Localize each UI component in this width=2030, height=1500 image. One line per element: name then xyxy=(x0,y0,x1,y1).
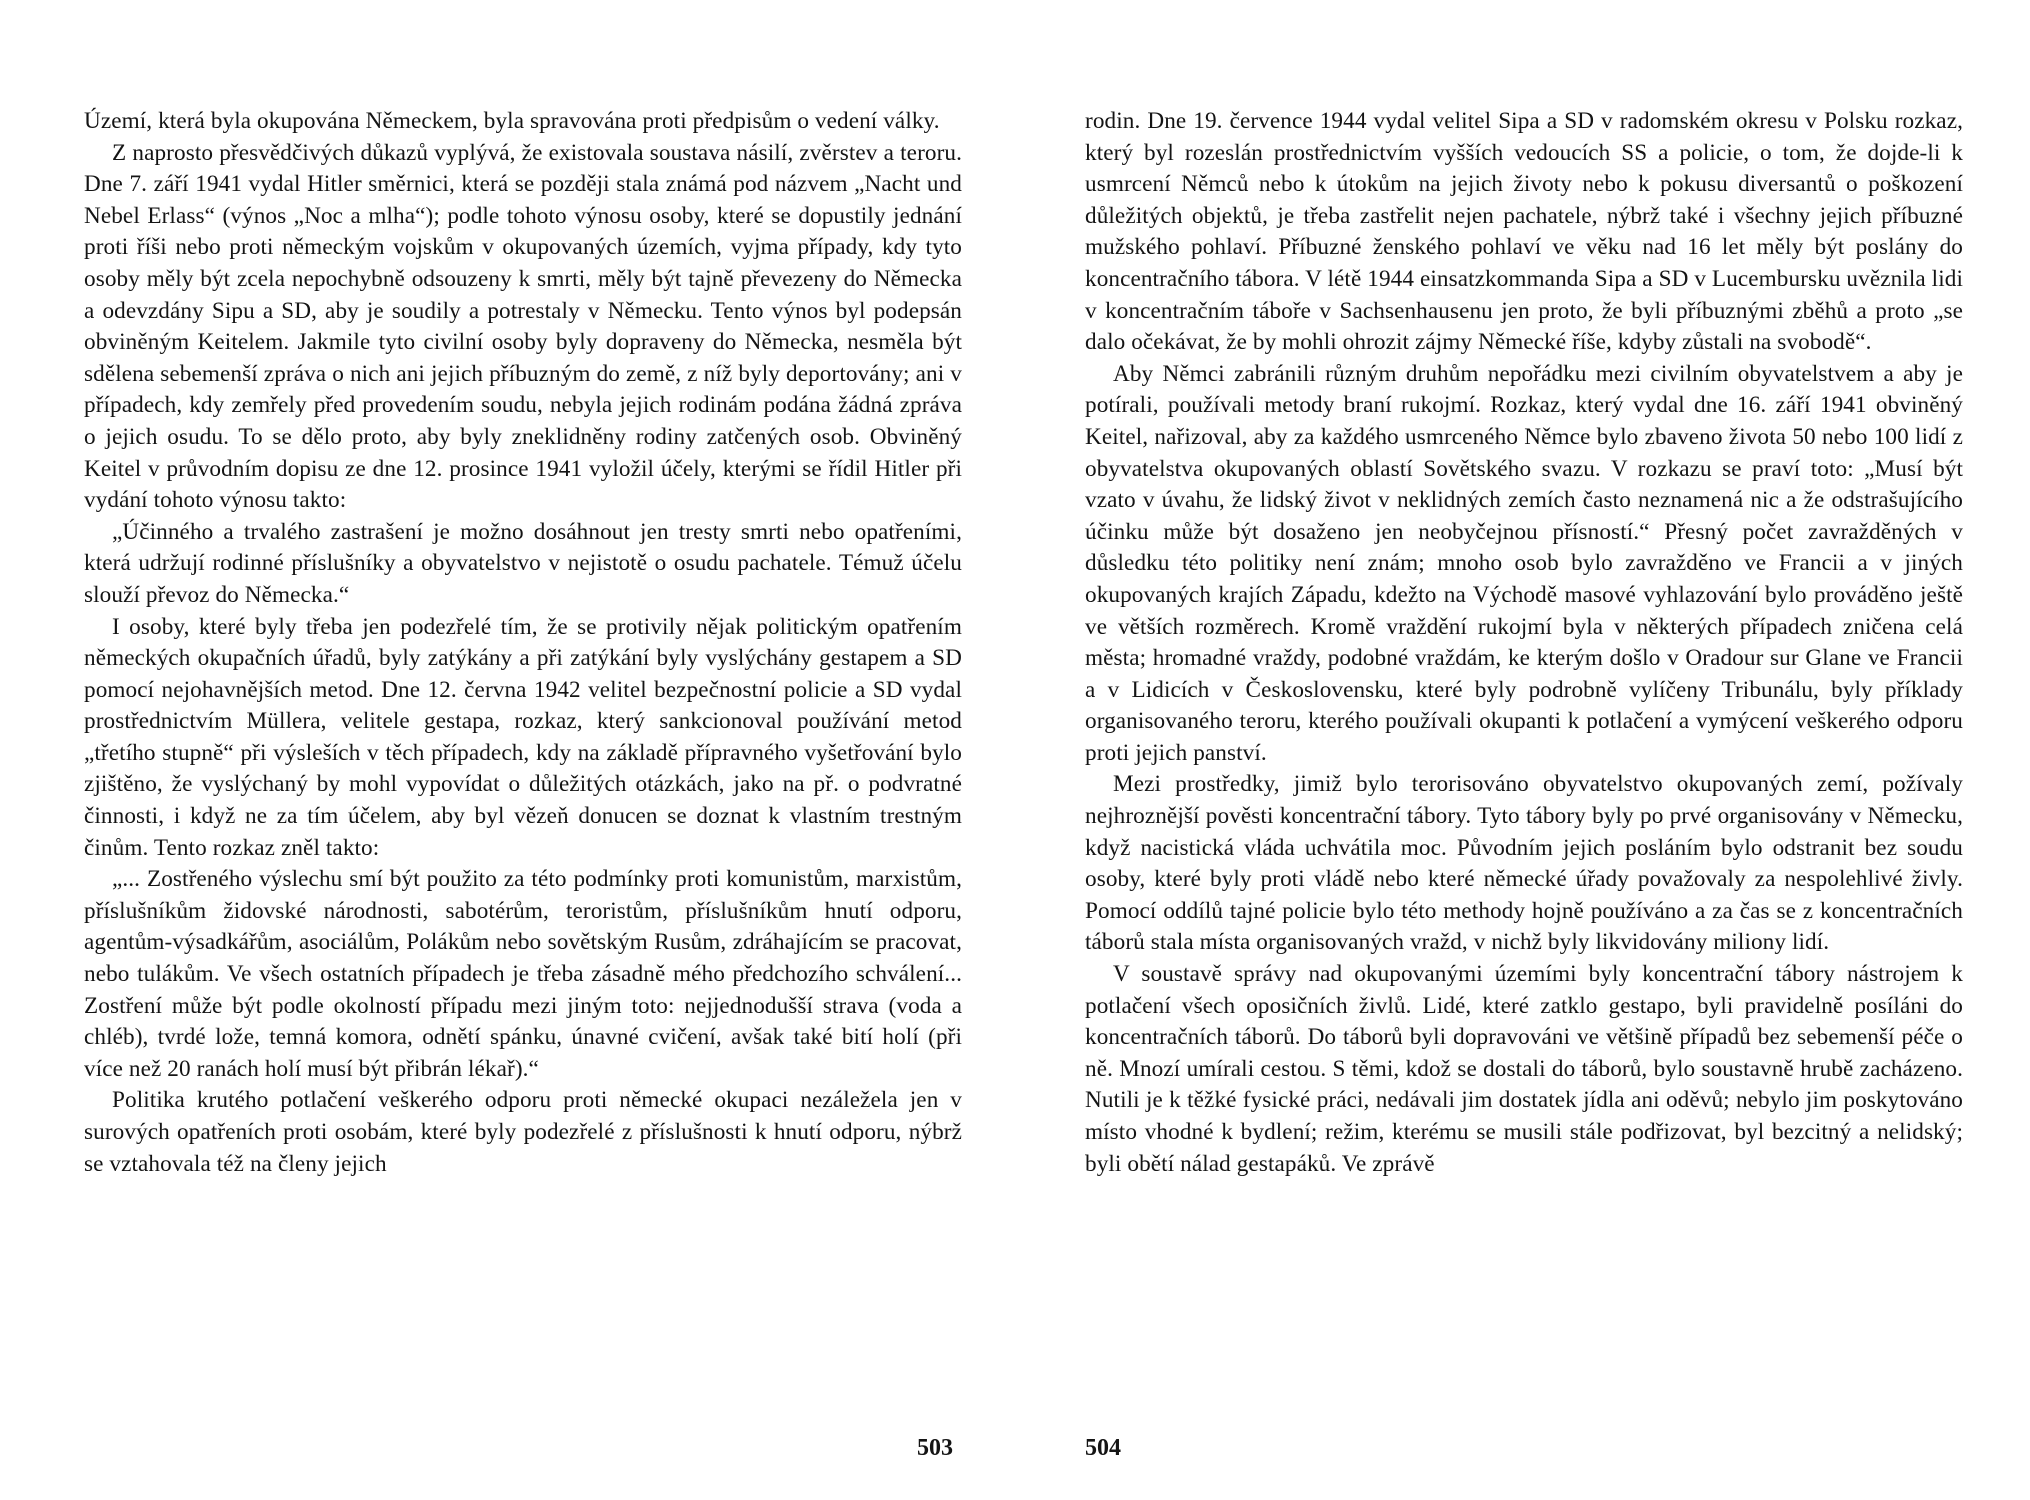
right-page xyxy=(1085,106,1963,1180)
paragraph-keitel-quote: „Účinného a trvalého zastrašení je možno dosáhnout jen tresty smrti nebo opatřeními, která udržují rodinné příslušníky a obyvatelstvo v nejistotě o osudu pachatele. Témuž účelu slouží převoz do Německa.“ xyxy=(84,518,962,608)
paragraph-policy-suppression: Politika krutého potlačení veškerého odporu proti německé okupaci nezáležela jen v surových opatřeních proti osobám, které byly podezřelé z příslušnosti k hnutí odporu, nýbrž se vztahovala též na členy jejich xyxy=(84,1087,962,1177)
paragraph-camp-administration: V soustavě správy nad okupovanými územími byly koncentrační tábory nástrojem k potlačení všech oposičních živlů. Lidé, které zatklo gestapo, byli pravidelně posíláni do koncentračních táborů. Do táborů byli dopravováni ve většině případů bez sebemenší péče o ně. Mnozí umírali cestou. S těmi, kdož se dostali do táborů, bylo soustavně hrubě zacházeno. Nutili je k těžké fysické práci, nedávali jim dostatek jídla ani oděvů; nebylo jim poskytováno místo vhodné k bydlení; režim, kterému se musili stále podřizovat, byl bezcitný a nelidský; byli obětí nálad gestapáků. Ve zprávě xyxy=(1085,961,1963,1177)
paragraph-concentration-camps: Mezi prostředky, jimiž bylo terorisováno obyvatelstvo okupovaných zemí, požívaly nejhroznější pověsti koncentrační tábory. Tyto tábory byly po prvé organisovány v Německu, když nacistická vláda uchvátila moc. Původním jejich posláním bylo odstranit bez soudu osoby, které byly proti vládě nebo které německé úřady považovaly za nespolehlivé živly. Pomocí oddílů tajné policie bylo této methody hojně používáno a za čas se z koncentračních táborů stala místa organisovaných vražd, v nichž byly likvidovány miliony lidí. xyxy=(1085,771,1963,956)
page-number-503: 503 xyxy=(917,1435,953,1461)
left-page xyxy=(84,106,962,1180)
paragraph-family-reprisals: rodin. Dne 19. července 1944 vydal velitel Sipa a SD v radomském okresu v Polsku rozkaz, který byl rozeslán prostřednictvím vyšších vedoucích SS a policie, o tom, že dojde-li k usmrcení Němců nebo k útokům na jejich životy nebo k pokusu diversantů o poškození důležitých objektů, je třeba zastřelit nejen pachatele, nýbrž také i všechny jejich příbuzné mužského pohlaví. Příbuzné ženského pohlaví ve věku nad 16 let měly být poslány do koncentračního tábora. V létě 1944 einsatzkommanda Sipa a SD v Lucembursku uvěznila lidi v koncentračním táboře v Sachsenhausenu jen proto, že byli příbuznými zběhů a proto „se dalo očekávat, že by mohli ohrozit zájmy Německé říše, kdyby zůstali na svobodě“. xyxy=(1085,108,1963,356)
paragraph-interrogations: I osoby, které byly třeba jen podezřelé tím, že se protivily nějak politickým opatřením německých okupačních úřadů, byly zatýkány a při zatýkání byly vyslýchány gestapem a SD pomocí nejohavnějších metod. Dne 12. června 1942 velitel bezpečnostní policie a SD vydal prostřednictvím Müllera, velitele gestapa, rozkaz, který sankcionoval používání metod „třetího stupně“ při výsleších v těch případech, kdy na základě přípravného vyšetřování bylo zjištěno, že vyslýchaný by mohl vypovídat o důležitých otázkách, jako na př. o podvratné činnosti, i když ne za tím účelem, aby byl vězeň donucen se doznat k vlastním trestným činům. Tento rozkaz zněl takto: xyxy=(84,613,962,861)
paragraph-interrogation-order-quote: „... Zostřeného výslechu smí být použito za této podmínky proti komunistům, marxistům, příslušníkům židovské národnosti, sabotérům, teroristům, příslušníkům hnutí odporu, agentům-výsadkářům, asociálům, Polákům nebo sovětským Rusům, zdráhajícím se pracovat, nebo tulákům. Ve všech ostatních případech je třeba zásadně mého předchozího schválení... Zostření může být podle okolností případu mezi jiným toto: nejjednodušší strava (voda a chléb), tvrdé lože, temná komora, odnětí spánku, únavné cvičení, avšak také bití holí (při více než 20 ranách holí musí být přibrán lékař).“ xyxy=(84,866,962,1082)
paragraph-nacht-und-nebel: Z naprosto přesvědčivých důkazů vyplývá, že existovala soustava násilí, zvěrstev a teroru. Dne 7. září 1941 vydal Hitler směrnici, která se později stala známá pod názvem „Nacht und Nebel Erlass“ (výnos „Noc a mlha“); podle tohoto výnosu osoby, které se dopustily jednání proti říši nebo proti německým vojskům v okupovaných územích, vyjma případy, kdy tyto osoby měly být zcela nepochybně odsouzeny k smrti, měly být tajně převezeny do Německa a odevzdány Sipu a SD, aby je soudily a potrestaly v Německu. Tento výnos byl podepsán obviněným Keitelem. Jakmile tyto civilní osoby byly dopraveny do Německa, nesměla být sdělena sebemenší zpráva o nich ani jejich příbuzným do země, z níž byly deportovány; ani v případech, kdy zemřely před provedením soudu, nebyla jejich rodinám podána žádná zpráva o jejich osudu. To se dělo proto, aby byly zneklidněny rodiny zatčených osob. Obviněný Keitel v průvodním dopisu ze dne 12. prosince 1941 vyložil účely, kterými se řídil Hitler při vydání tohoto výnosu takto: xyxy=(84,139,962,514)
paragraph-occupied-territories: Území, která byla okupována Německem, byla spravována proti předpisům o vedení války. xyxy=(84,108,940,134)
page-number-504: 504 xyxy=(1085,1435,1121,1461)
paragraph-hostages: Aby Němci zabránili různým druhům nepořádku mezi civilním obyvatelstvem a aby je potírali, používali metody braní rukojmí. Rozkaz, který vydal dne 16. září 1941 obviněný Keitel, nařizoval, aby za každého usmrceného Němce bylo zbaveno života 50 nebo 100 lidí z obyvatelstva okupovaných oblastí Sovětského svazu. V rozkazu se praví toto: „Musí být vzato v úvahu, že lidský život v neklidných zemích často neznamená nic a že odstrašujícího účinku může být dosaženo jen neobyčejnou přísností.“ Přesný počet zavražděných v důsledku této politiky není znám; mnoho osob bylo zavražděno ve Francii a v jiných okupovaných krajích Západu, kdežto na Východě masové vyhlazování bylo prováděno ještě ve větších rozměrech. Kromě vraždění rukojmí byla v některých případech zničena celá města; hromadné vraždy, podobné vraždám, ke kterým došlo v Oradour sur Glane ve Francii a v Lidicích v Československu, které byly podrobně vylíčeny Tribunálu, byly příklady organisovaného teroru, kterého používali okupanti k potlačení a vymýcení veškerého odporu proti jejich panství. xyxy=(1085,360,1963,766)
